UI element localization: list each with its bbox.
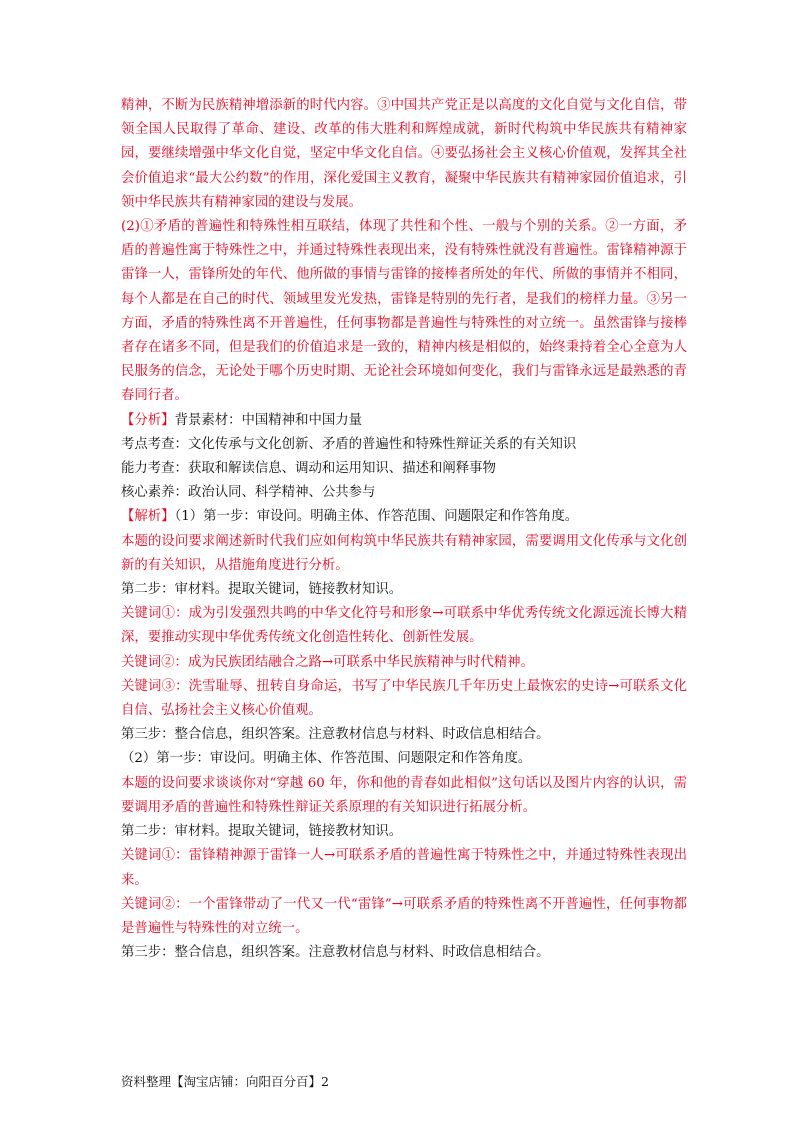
q1-step1: （1）第一步：审设问。明确主体、作答范围、问题限定和作答角度。 [174,509,579,525]
q1-step2: 第二步：审材料。提取关键词，链接教材知识。 [121,582,403,598]
analysis-ability: 能力考查：获取和解读信息、调动和运用知识、描述和阐释事物 [121,461,496,477]
q2-keyword-2: 关键词②：一个雷锋带动了一代又一代“雷锋”→可联系矛盾的特殊性离不开普遍性，任何事物都是普遍性与特殊性的对立统一。 [121,896,687,936]
q2-requirement: 本题的设问要求谈谈你对“穿越 60 年，你和他的青春如此相似”这句话以及图片内容的认识，需要调用矛盾的普遍性和特殊性辩证关系原理的有关知识进行拓展分析。 [121,775,687,815]
q1-requirement: 本题的设问要求阐述新时代我们应如何构筑中华民族共有精神家园，需要调用文化传承与文化创新的有关知识，从措施角度进行分析。 [121,533,687,573]
document-body [121,94,687,965]
q2-step2: 第二步：审材料。提取关键词，链接教材知识。 [121,824,403,840]
analysis-exam-points: 考点考查：文化传承与文化创新、矛盾的普遍性和特殊性辩证关系的有关知识 [121,436,577,452]
footer-text: 资料整理【淘宝店铺：向阳百分百】 [121,1074,322,1089]
q1-keyword-2: 关键词②：成为民族团结融合之路→可联系中华民族精神与时代精神。 [121,654,534,670]
explanation-tag: 【解析】 [121,509,175,525]
answer-paragraph-2: (2)①矛盾的普遍性和特殊性相互联结，体现了共性和个性、一般与个别的关系。②一方面，矛盾的普遍性寓于特殊性之中，并通过特殊性表现出来，没有特殊性就没有普遍性。雷锋精神源于雷锋一人，雷锋所处的年代、他所做的事情与雷锋的接棒者所处的年代、所做的事情并不相同，每个人都是在自己的时代、领域里发光发热，雷锋是特别的先行者，是我们的榜样力量。③另一方面，矛盾的特殊性离不开普遍性，任何事物都是普遍性与特殊性的对立统一。虽然雷锋与接棒者存在诸多不同，但是我们的价值追求是一致的，精神内核是相似的，始终秉持着全心全意为人民服务的信念，无论处于哪个历史时期、无论社会环境如何变化，我们与雷锋永远是最熟悉的青春同行者。 [121,219,687,404]
page-number: 2 [321,1074,329,1089]
q2-step3: 第三步：整合信息，组织答案。注意教材信息与材料、时政信息相结合。 [121,945,550,961]
analysis-heading [121,409,687,433]
analysis-background: 背景素材：中国精神和中国力量 [174,412,363,428]
analysis-tag: 【分析】 [121,412,175,428]
q2-step1: （2）第一步：审设问。明确主体、作答范围、问题限定和作答角度。 [121,751,532,767]
q1-step3: 第三步：整合信息，组织答案。注意教材信息与材料、时政信息相结合。 [121,727,550,743]
answer-paragraph-1: 精神，不断为民族精神增添新的时代内容。③中国共产党正是以高度的文化自觉与文化自信，带领全国人民取得了革命、建设、改革的伟大胜利和辉煌成就，新时代构筑中华民族共有精神家园，要继续增强中华文化自觉，坚定中华文化自信。④要弘扬社会主义核心价值观，发挥其全社会价值追求“最大公约数”的作用，深化爱国主义教育，凝聚中华民族共有精神家园价值追求，引领中华民族共有精神家园的建设与发展。 [121,98,687,210]
q1-keyword-3: 关键词③：洗雪耻辱、扭转自身命运，书写了中华民族几千年历史上最恢宏的史诗→可联系文化自信、弘扬社会主义核心价值观。 [121,678,687,719]
q1-keyword-1: 关键词①：成为引发强烈共鸣的中华文化符号和形象→可联系中华优秀传统文化源远流长博大精深，要推动实现中华优秀传统文化创造性转化、创新性发展。 [121,606,687,646]
q2-keyword-1: 关键词①：雷锋精神源于雷锋一人→可联系矛盾的普遍性寓于特殊性之中，并通过特殊性表现出来。 [121,848,687,888]
explanation-heading [121,505,687,529]
analysis-literacy: 核心素养：政治认同、科学精神、公共参与 [121,485,376,501]
page-footer [121,1072,329,1090]
